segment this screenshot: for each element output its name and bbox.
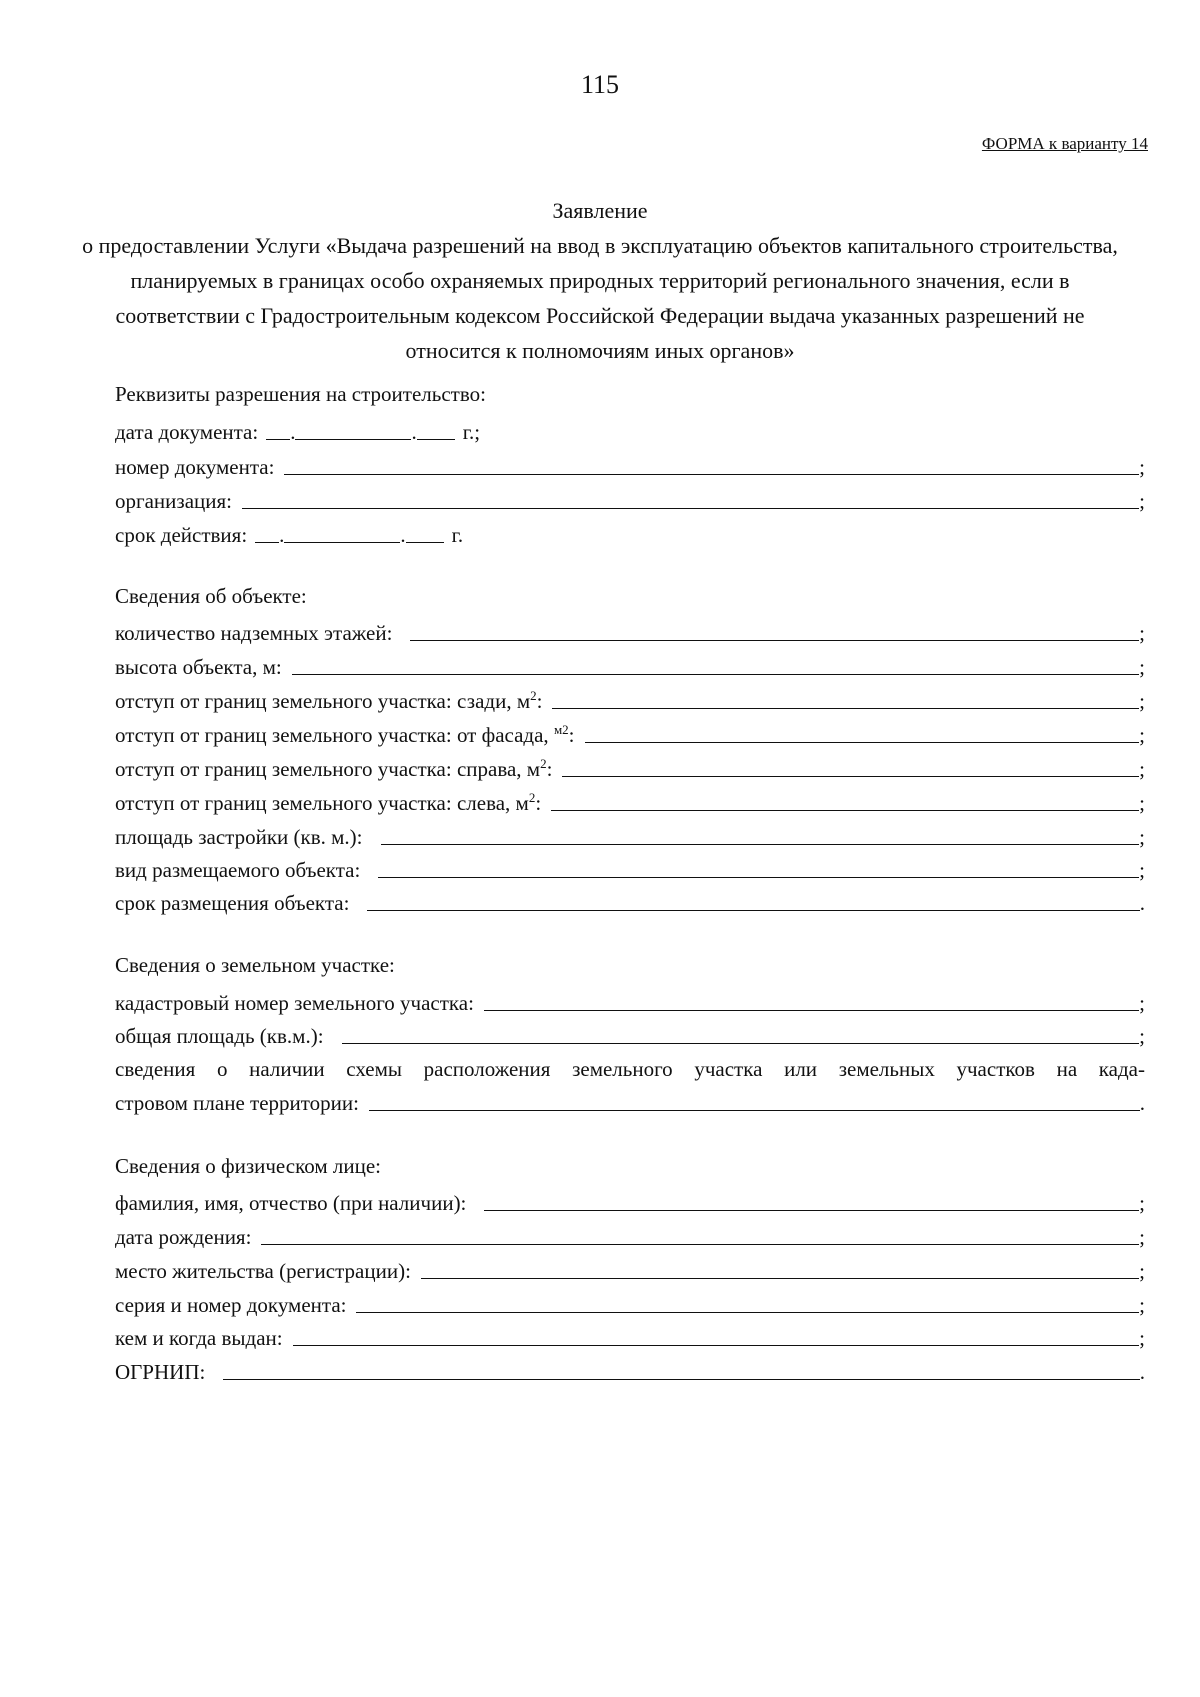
height-row bbox=[115, 650, 1145, 680]
birth-field[interactable] bbox=[261, 1222, 1139, 1245]
semicolon: ; bbox=[1139, 825, 1145, 849]
permit-validity-row bbox=[115, 518, 463, 548]
semicolon: ; bbox=[1139, 1326, 1145, 1350]
permit-number-field[interactable] bbox=[284, 452, 1139, 475]
semicolon: ; bbox=[1139, 455, 1145, 479]
residence-row bbox=[115, 1254, 1145, 1284]
residence-field[interactable] bbox=[421, 1256, 1139, 1279]
validity-year-field[interactable] bbox=[406, 520, 444, 543]
permit-date-row bbox=[115, 415, 480, 445]
semicolon: ; bbox=[1139, 1293, 1145, 1317]
building-area-label: площадь застройки (кв. м.): bbox=[115, 825, 363, 849]
doc-number-field[interactable] bbox=[356, 1290, 1139, 1313]
birth-label: дата рождения: bbox=[115, 1225, 252, 1249]
residence-label: место жительства (регистрации): bbox=[115, 1259, 411, 1283]
validity-month-field[interactable] bbox=[284, 520, 400, 543]
floors-field[interactable] bbox=[410, 618, 1139, 641]
permit-org-field[interactable] bbox=[242, 486, 1139, 509]
placement-term-field[interactable] bbox=[367, 888, 1139, 911]
front-setback-row bbox=[115, 718, 1145, 748]
semicolon: ; bbox=[1139, 791, 1145, 815]
land-area-label: общая площадь (кв.м.): bbox=[115, 1024, 324, 1048]
semicolon: ; bbox=[1139, 723, 1145, 747]
object-type-field[interactable] bbox=[378, 855, 1139, 878]
period: . bbox=[1139, 1360, 1145, 1384]
object-type-label: вид размещаемого объекта: bbox=[115, 858, 361, 882]
semicolon: ; bbox=[1139, 689, 1145, 713]
year-suffix: г.; bbox=[462, 420, 481, 444]
form-tag: ФОРМА к варианту 14 bbox=[981, 134, 1148, 153]
floors-label: количество надземных этажей: bbox=[115, 621, 393, 645]
doc-number-row bbox=[115, 1288, 1145, 1318]
right-setback-row bbox=[115, 752, 1145, 782]
height-field[interactable] bbox=[292, 652, 1139, 675]
left-setback-field[interactable] bbox=[551, 788, 1139, 811]
scheme-label: стровом плане территории: bbox=[115, 1091, 359, 1115]
section-person-title: Сведения о физическом лице: bbox=[115, 1154, 381, 1178]
section-object-title: Сведения об объекте: bbox=[115, 584, 307, 608]
scheme-field[interactable] bbox=[369, 1088, 1140, 1111]
right-setback-field[interactable] bbox=[562, 754, 1139, 777]
ogrnip-label: ОГРНИП: bbox=[115, 1360, 206, 1384]
scheme-text-line1: сведения о наличии схемы расположения земельного участка или земельных участков на када- bbox=[115, 1057, 1145, 1081]
permit-date-day-field[interactable] bbox=[266, 417, 290, 440]
front-setback-label: отступ от границ земельного участка: от фасада, $^{м2}$: bbox=[115, 722, 575, 747]
permit-org-row bbox=[115, 484, 1145, 514]
issued-row bbox=[115, 1321, 1145, 1351]
semicolon: ; bbox=[1139, 858, 1145, 882]
dot: . bbox=[290, 420, 296, 444]
ogrnip-field[interactable] bbox=[223, 1357, 1139, 1380]
year-suffix: г. bbox=[451, 523, 464, 547]
section-land-title: Сведения о земельном участке: bbox=[115, 953, 395, 977]
left-setback-label: отступ от границ земельного участка: слева, $м^2$: bbox=[115, 790, 542, 815]
building-area-field[interactable] bbox=[381, 822, 1140, 845]
right-setback-label: отступ от границ земельного участка: справа, $м^2$: bbox=[115, 756, 553, 781]
placement-term-label: срок размещения объекта: bbox=[115, 891, 350, 915]
permit-org-label: организация: bbox=[115, 489, 232, 513]
permit-date-month-field[interactable] bbox=[295, 417, 411, 440]
height-label: высота объекта, м: bbox=[115, 655, 282, 679]
dot: . bbox=[279, 523, 285, 547]
rear-setback-row bbox=[115, 684, 1145, 714]
placement-term-row bbox=[115, 886, 1145, 916]
section-permit-title: Реквизиты разрешения на строительство: bbox=[115, 382, 486, 406]
land-area-row bbox=[115, 1019, 1145, 1049]
doc-number-label: серия и номер документа: bbox=[115, 1293, 347, 1317]
floors-row bbox=[115, 616, 1145, 646]
cadastral-label: кадастровый номер земельного участка: bbox=[115, 991, 474, 1015]
dot: . bbox=[400, 523, 406, 547]
permit-validity-label: срок действия: bbox=[115, 523, 248, 547]
left-setback-row bbox=[115, 786, 1145, 816]
semicolon: ; bbox=[1139, 757, 1145, 781]
fio-label: фамилия, имя, отчество (при наличии): bbox=[115, 1191, 467, 1215]
building-area-row bbox=[115, 820, 1145, 850]
validity-day-field[interactable] bbox=[255, 520, 279, 543]
semicolon: ; bbox=[1139, 489, 1145, 513]
cadastral-row bbox=[115, 986, 1145, 1016]
ogrnip-row bbox=[115, 1355, 1145, 1385]
permit-date-label: дата документа: bbox=[115, 420, 259, 444]
issued-field[interactable] bbox=[293, 1323, 1140, 1346]
land-area-field[interactable] bbox=[342, 1021, 1140, 1044]
semicolon: ; bbox=[1139, 1259, 1145, 1283]
scheme-row bbox=[115, 1086, 1145, 1116]
front-setback-field[interactable] bbox=[585, 720, 1140, 743]
rear-setback-label: отступ от границ земельного участка: сзади, $м^2$: bbox=[115, 688, 543, 713]
permit-number-row bbox=[115, 450, 1145, 480]
permit-date-year-field[interactable] bbox=[417, 417, 455, 440]
birth-row bbox=[115, 1220, 1145, 1250]
period: . bbox=[1139, 1091, 1145, 1115]
document-subtitle: о предоставлении Услуги «Выдача разрешений на ввод в эксплуатацию объектов капитального строительства, планируемых в границах особо охраняемых природных территорий регионального значения, если в соответствии с Градостроительным кодексом Российской Федерации выдача указанных разрешений не относится к полномочиям иных органов» bbox=[82, 233, 1118, 363]
fio-row bbox=[115, 1186, 1145, 1216]
semicolon: ; bbox=[1139, 991, 1145, 1015]
semicolon: ; bbox=[1139, 1225, 1145, 1249]
document-heading bbox=[0, 193, 1200, 368]
rear-setback-field[interactable] bbox=[552, 686, 1139, 709]
fio-field[interactable] bbox=[484, 1188, 1139, 1211]
page-number: 115 bbox=[580, 70, 620, 99]
permit-number-label: номер документа: bbox=[115, 455, 275, 479]
cadastral-field[interactable] bbox=[484, 988, 1139, 1011]
semicolon: ; bbox=[1139, 1024, 1145, 1048]
period: . bbox=[1139, 891, 1145, 915]
semicolon: ; bbox=[1139, 621, 1145, 645]
object-type-row bbox=[115, 853, 1145, 883]
document-title: Заявление bbox=[552, 198, 648, 223]
dot: . bbox=[411, 420, 417, 444]
issued-label: кем и когда выдан: bbox=[115, 1326, 283, 1350]
semicolon: ; bbox=[1139, 655, 1145, 679]
semicolon: ; bbox=[1139, 1191, 1145, 1215]
